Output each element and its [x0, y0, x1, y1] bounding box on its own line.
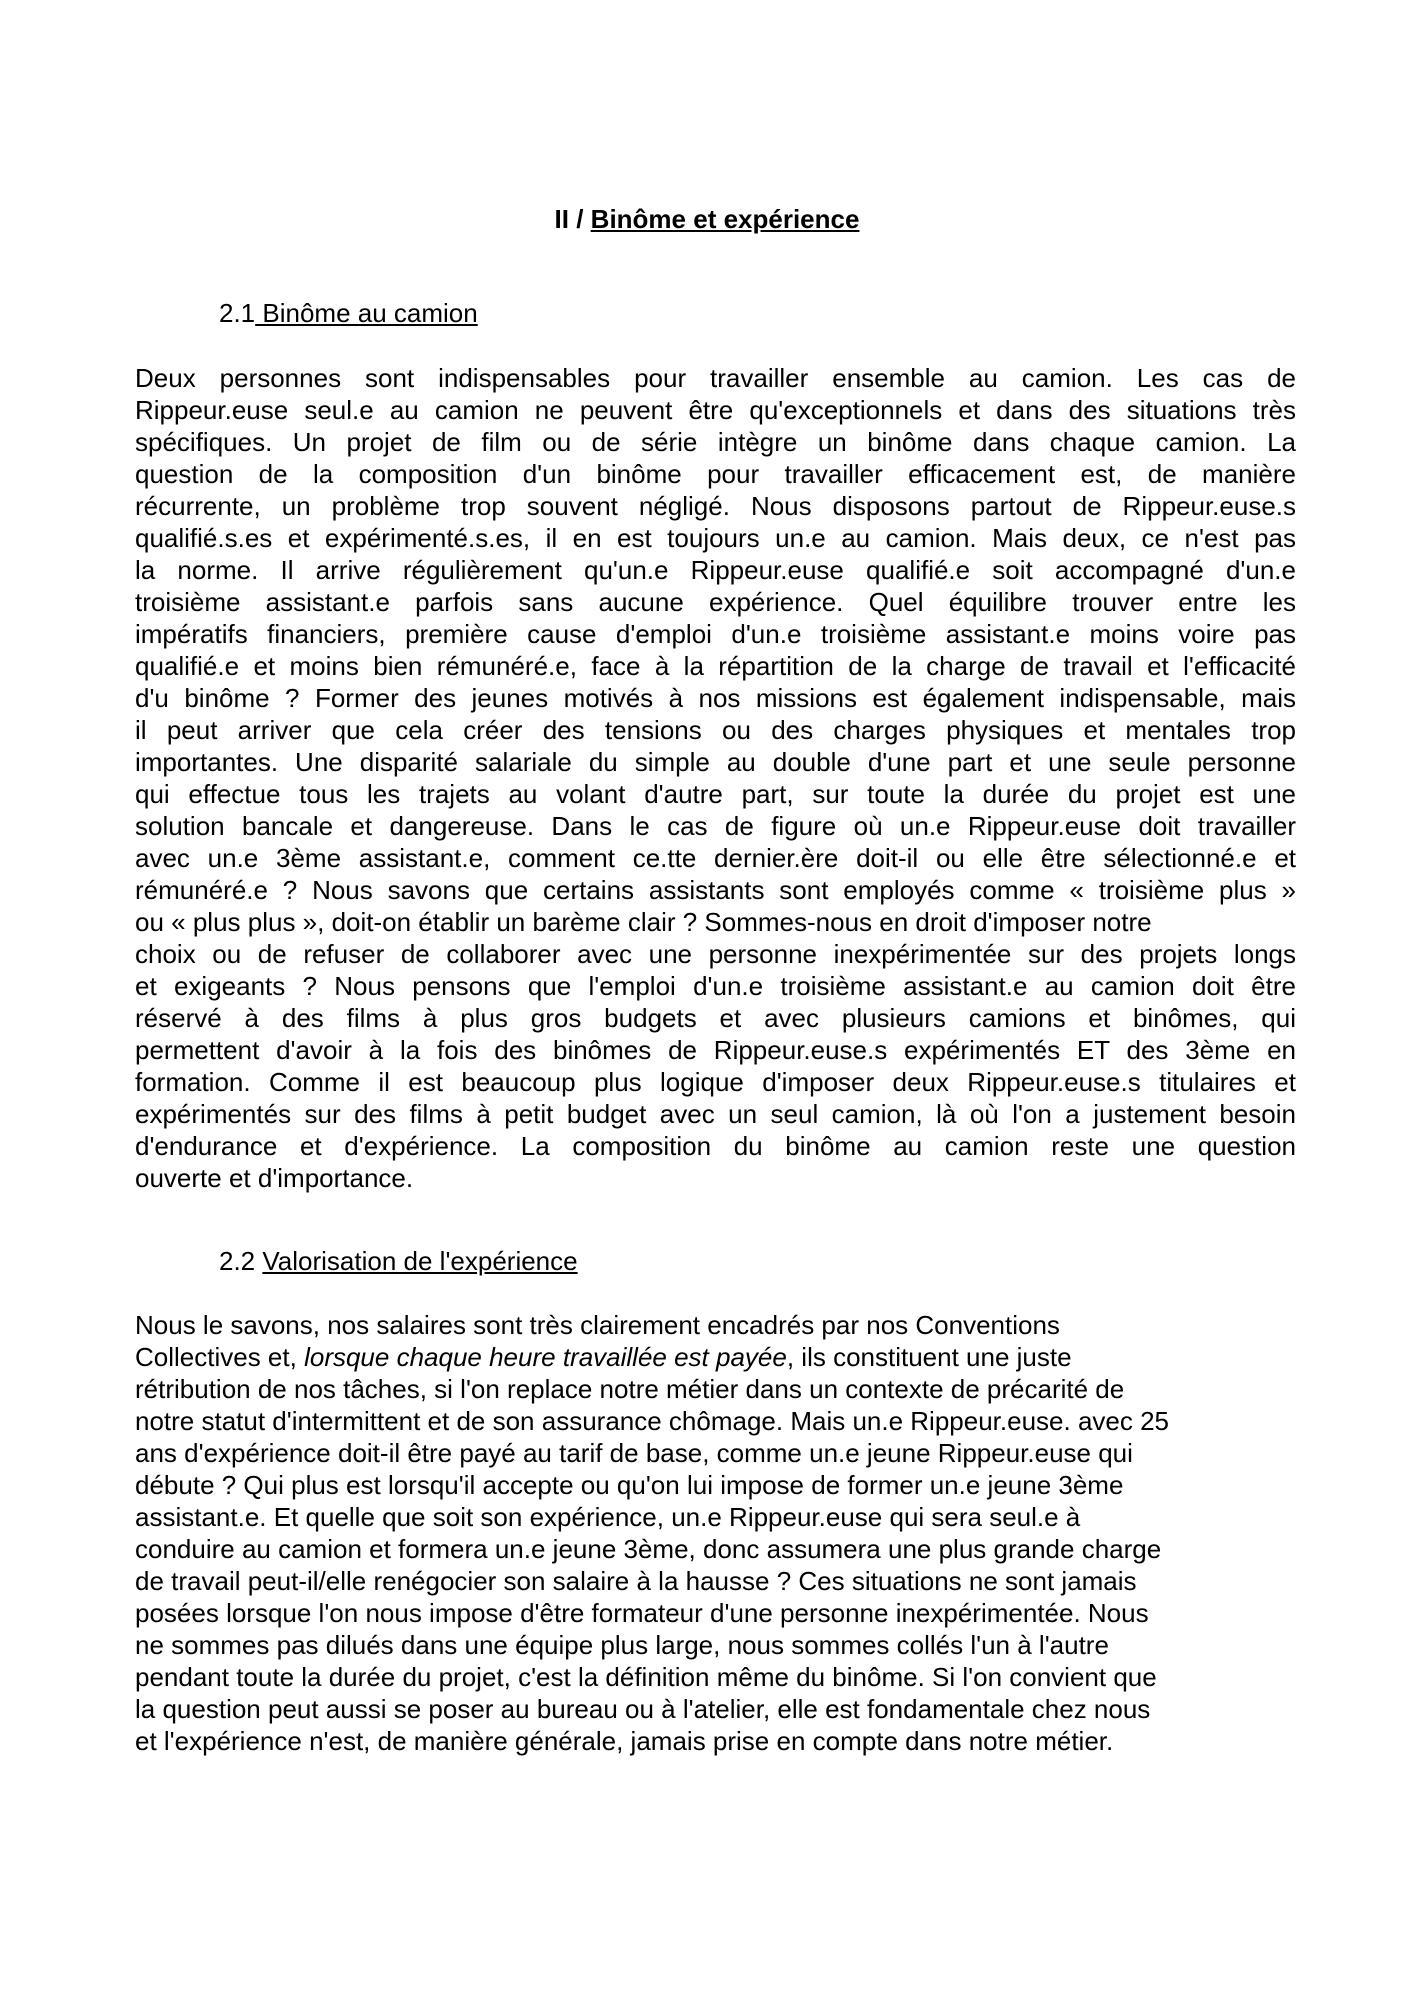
paragraph-line: expérimentés sur des films à petit budget avec un seul camion, là où l'on a justement besoin [135, 1099, 1296, 1129]
section-number: 2.1 [219, 298, 256, 328]
section-label: Binôme au camion [255, 298, 478, 328]
paragraph-line: permettent d'avoir à la fois des binômes de Rippeur.euse.s expérimentés ET des 3ème en [135, 1035, 1296, 1065]
paragraph-line: formation. Comme il est beaucoup plus logique d'imposer deux Rippeur.euse.s titulaires et [135, 1067, 1296, 1097]
paragraph-line: pendant toute la durée du projet, c'est la définition même du binôme. Si l'on convient que [135, 1662, 1157, 1692]
paragraph-valorisation-experience [135, 1309, 1296, 1757]
paragraph-line: il peut arriver que cela créer des tensions ou des charges physiques et mentales trop [135, 715, 1296, 745]
italic-phrase: lorsque chaque heure travaillée est payée [304, 1342, 787, 1372]
paragraph-line: et exigeants ? Nous pensons que l'emploi d'un.e troisième assistant.e au camion doit être [135, 971, 1296, 1001]
paragraph-line: solution bancale et dangereuse. Dans le cas de figure où un.e Rippeur.euse doit travailler [135, 811, 1296, 841]
page-title [0, 203, 1414, 235]
section-heading-2-2 [219, 1245, 578, 1277]
paragraph-binome-au-camion [135, 362, 1296, 1194]
paragraph-line: ans d'expérience doit-il être payé au tarif de base, comme un.e jeune Rippeur.euse qui [135, 1438, 1133, 1468]
paragraph-line: conduire au camion et formera un.e jeune 3ème, donc assumera une plus grande charge [135, 1534, 1162, 1564]
paragraph-line: et l'expérience n'est, de manière générale, jamais prise en compte dans notre métier. [135, 1726, 1114, 1756]
paragraph-line: d'endurance et d'expérience. La composition du binôme au camion reste une question [135, 1131, 1296, 1161]
paragraph-line: rétribution de nos tâches, si l'on replace notre métier dans un contexte de précarité de [135, 1374, 1125, 1404]
paragraph-line: qui effectue tous les trajets au volant d'autre part, sur toute la durée du projet est une [135, 779, 1296, 809]
title-underlined: Binôme et expérience [590, 204, 860, 234]
paragraph-line: la norme. Il arrive régulièrement qu'un.e Rippeur.euse qualifié.e soit accompagné d'un.e [135, 555, 1296, 585]
paragraph-line: posées lorsque l'on nous impose d'être formateur d'une personne inexpérimentée. Nous [135, 1598, 1149, 1628]
paragraph-line: qualifié.s.es et expérimenté.s.es, il en est toujours un.e au camion. Mais deux, ce n'est pas [135, 523, 1296, 553]
paragraph-line: choix ou de refuser de collaborer avec une personne inexpérimentée sur des projets longs [135, 939, 1296, 969]
section-heading-2-1 [219, 297, 478, 329]
section-label: Valorisation de l'expérience [262, 1246, 578, 1276]
paragraph-line: spécifiques. Un projet de film ou de série intègre un binôme dans chaque camion. La [135, 427, 1296, 457]
paragraph-line: récurrente, un problème trop souvent négligé. Nous disposons partout de Rippeur.euse.s [135, 491, 1296, 521]
paragraph-line: avec un.e 3ème assistant.e, comment ce.tte dernier.ère doit-il ou elle être sélectionné.e et [135, 843, 1296, 873]
paragraph-line: d'u binôme ? Former des jeunes motivés à nos missions est également indispensable, mais [135, 683, 1296, 713]
paragraph-line: ou « plus plus », doit-on établir un barème clair ? Sommes-nous en droit d'imposer notre [135, 907, 1152, 937]
paragraph-line: réservé à des films à plus gros budgets et avec plusieurs camions et binômes, qui [135, 1003, 1296, 1033]
paragraph-line: de travail peut-il/elle renégocier son salaire à la hausse ? Ces situations ne sont jamais [135, 1566, 1137, 1596]
paragraph-line: ne sommes pas dilués dans une équipe plus large, nous sommes collés l'un à l'autre [135, 1630, 1109, 1660]
paragraph-line: qualifié.e et moins bien rémunéré.e, face à la répartition de la charge de travail et l'efficacité [135, 651, 1296, 681]
paragraph-line: troisième assistant.e parfois sans aucune expérience. Quel équilibre trouver entre les [135, 587, 1296, 617]
text-before-italic: Collectives et, [135, 1342, 305, 1372]
section-number: 2.2 [219, 1246, 263, 1276]
paragraph-line: rémunéré.e ? Nous savons que certains assistants sont employés comme « troisième plus » [135, 875, 1296, 905]
paragraph-line: importantes. Une disparité salariale du simple au double d'une part et une seule personne [135, 747, 1296, 777]
paragraph-line: assistant.e. Et quelle que soit son expérience, un.e Rippeur.euse qui sera seul.e à [135, 1502, 1081, 1532]
paragraph-line: notre statut d'intermittent et de son assurance chômage. Mais un.e Rippeur.euse. avec 25 [135, 1406, 1170, 1436]
paragraph-line: Deux personnes sont indispensables pour travailler ensemble au camion. Les cas de [135, 363, 1296, 393]
paragraph-line: la question peut aussi se poser au bureau ou à l'atelier, elle est fondamentale chez nous [135, 1694, 1151, 1724]
paragraph-line: Rippeur.euse seul.e au camion ne peuvent être qu'exceptionnels et dans des situations très [135, 395, 1296, 425]
paragraph-line: ouverte et d'importance. [135, 1163, 414, 1193]
paragraph-line: impératifs financiers, première cause d'emploi d'un.e troisième assistant.e moins voire pas [135, 619, 1296, 649]
paragraph-line: question de la composition d'un binôme pour travailler efficacement est, de manière [135, 459, 1296, 489]
paragraph-line: Nous le savons, nos salaires sont très clairement encadrés par nos Conventions [135, 1310, 1060, 1340]
paragraph-line: débute ? Qui plus est lorsqu'il accepte ou qu'on lui impose de former un.e jeune 3ème [135, 1470, 1124, 1500]
text-after-italic: , ils constituent une juste [786, 1342, 1072, 1372]
title-prefix: II / [554, 204, 591, 234]
paragraph-line-with-italic [135, 1341, 1296, 1373]
